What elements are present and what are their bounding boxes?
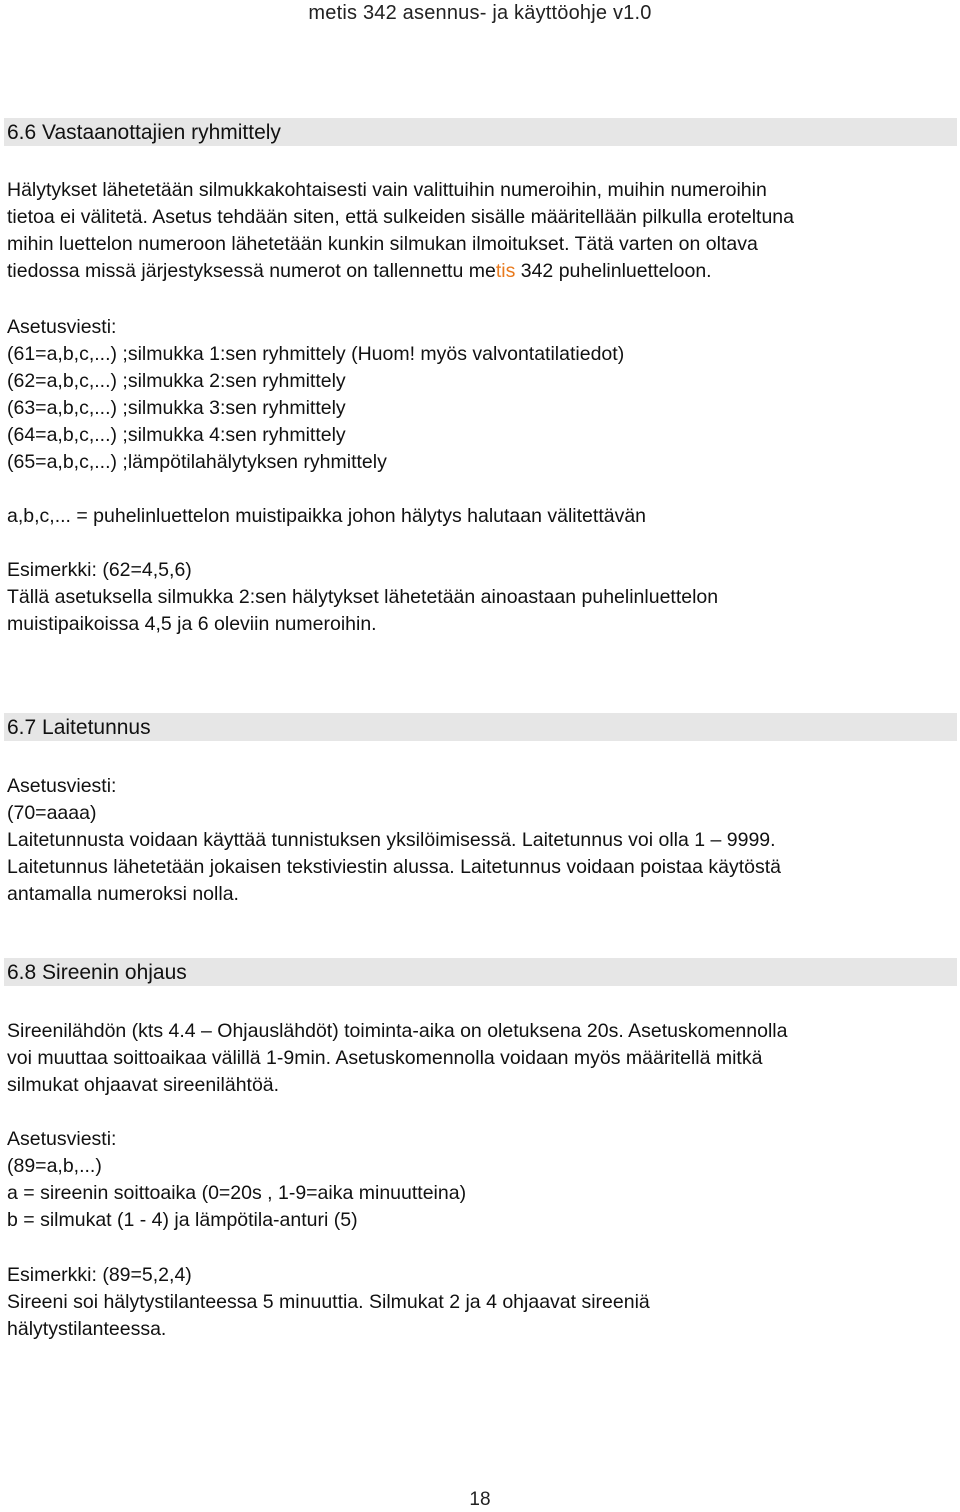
section-heading-6-6: 6.6 Vastaanottajien ryhmittely [4, 118, 957, 146]
settings-line: (64=a,b,c,...) ;silmukka 4:sen ryhmittely [7, 424, 346, 446]
body-line: Laitetunnus lähetetään jokaisen tekstiviestin alussa. Laitetunnus voidaan poistaa käytöstä [7, 856, 782, 878]
example-line: muistipaikoissa 4,5 ja 6 oleviin numeroihin. [7, 613, 377, 635]
example-label: Esimerkki: [7, 559, 103, 581]
body-line: Sireenilähdön (kts 4.4 – Ohjauslähdöt) toiminta-aika on oletuksena 20s. Asetuskomennolla [7, 1020, 788, 1042]
section-6-6-example [7, 557, 952, 638]
body-line: Laitetunnusta voidaan käyttää tunnistuksen yksilöimisessä. Laitetunnus voi olla 1 – 9999. [7, 829, 776, 851]
section-6-6-intro [7, 177, 952, 285]
example-line: Sireeni soi hälytystilanteessa 5 minuuttia. Silmukat 2 ja 4 ohjaavat sireeniä [7, 1291, 650, 1313]
section-6-7-body [7, 773, 952, 908]
intro-text: tiedossa missä järjestyksessä numerot on tallennettu [7, 260, 469, 282]
settings-label: Asetusviesti: [7, 316, 117, 338]
settings-value: (70=aaaa) [7, 802, 97, 824]
example-line: Tällä asetuksella silmukka 2:sen hälytykset lähetetään ainoastaan puhelinluettelon [7, 586, 719, 608]
settings-line: (62=a,b,c,...) ;silmukka 2:sen ryhmittely [7, 370, 346, 392]
settings-value: (89=a,b,...) [7, 1155, 102, 1177]
intro-line: Hälytykset lähetetään silmukkakohtaisesti vain valittuihin numeroihin, muihin numeroihin [7, 179, 767, 201]
page-number: 18 [469, 1489, 491, 1510]
section-6-6-settings [7, 314, 952, 476]
example-line: hälytystilanteessa. [7, 1318, 167, 1340]
param-line: b = silmukat (1 - 4) ja lämpötila-anturi (5) [7, 1209, 358, 1231]
page-header: metis 342 asennus- ja käyttöohje v1.0 [308, 2, 652, 24]
example-value: (89=5,2,4) [102, 1264, 192, 1286]
intro-line: tietoa ei välitetä. Asetus tehdään siten, että sulkeiden sisälle määritellään pilkulla eroteltuna [7, 206, 794, 228]
section-6-8-body [7, 1018, 952, 1099]
intro-line-last [7, 258, 952, 285]
body-line: voi muuttaa soittoaikaa välillä 1-9min. Asetuskomennolla voidaan myös määritellä mitkä [7, 1047, 763, 1069]
section-heading-6-8: 6.8 Sireenin ohjaus [4, 958, 957, 986]
intro-text: 342 puhelinluetteloon. [515, 260, 712, 282]
settings-label: Asetusviesti: [7, 1128, 117, 1150]
section-6-8-example [7, 1262, 952, 1343]
body-line: silmukat ohjaavat sireenilähtöä. [7, 1074, 280, 1096]
param-line: a = sireenin soittoaika (0=20s , 1-9=aika minuutteina) [7, 1182, 467, 1204]
settings-line: (63=a,b,c,...) ;silmukka 3:sen ryhmittely [7, 397, 346, 419]
section-6-8-settings [7, 1126, 952, 1234]
brand-name-me: me [468, 260, 496, 282]
intro-line: mihin luettelon numeroon lähetetään kunkin silmukan ilmoitukset. Tätä varten on oltava [7, 233, 758, 255]
example-heading [7, 557, 952, 584]
example-heading [7, 1262, 952, 1289]
example-label: Esimerkki: [7, 1264, 103, 1286]
settings-label: Asetusviesti: [7, 775, 117, 797]
section-heading-6-7: 6.7 Laitetunnus [4, 713, 957, 741]
body-line: antamalla numeroksi nolla. [7, 883, 239, 905]
settings-line: (65=a,b,c,...) ;lämpötilahälytyksen ryhmittely [7, 451, 387, 473]
settings-line: (61=a,b,c,...) ;silmukka 1:sen ryhmittely (Huom! myös valvontatilatiedot) [7, 343, 625, 365]
brand-name-tis: tis [495, 260, 516, 282]
definition-line: a,b,c,... = puhelinluettelon muistipaikka johon hälytys halutaan välitettävän [7, 505, 647, 527]
section-6-6-definition [7, 503, 952, 530]
example-value: (62=4,5,6) [102, 559, 192, 581]
